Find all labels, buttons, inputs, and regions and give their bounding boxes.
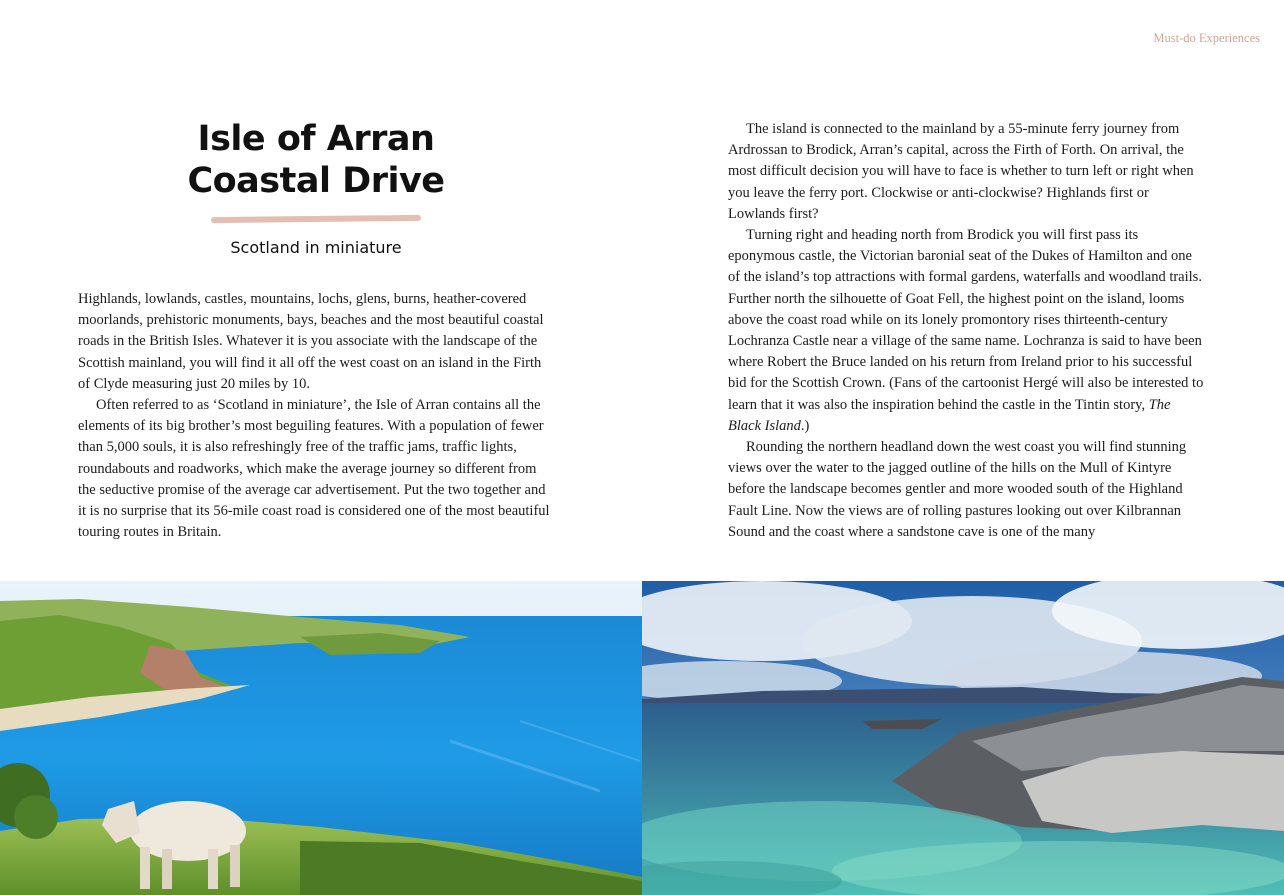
title-line-1: Isle of Arran [197, 119, 435, 159]
coastal-bay-illustration [0, 581, 642, 895]
rocky-shore-photo [642, 581, 1284, 895]
left-paragraph-2: Often referred to as ‘Scotland in miniature’, the Isle of Arran contains all the elements of its big brother’s most beguiling features. With a population of fewer than 5,000 souls, it is also refreshingly free of the traffic jams, traffic lights, roundabouts and roadworks, which make the average journey so different from the seductive promise of the average car advertisement. Put the two together and it is no surprise that its 56-mile coast road is considered one of the most beautiful touring routes in Britain. [78, 397, 550, 541]
left-text-column [78, 289, 554, 543]
subtitle: Scotland in miniature [230, 238, 402, 257]
right-paragraph-2-end: .) [800, 417, 810, 434]
right-paragraph-1: The island is connected to the mainland by a 55-minute ferry journey from Ardrossan to Brodick, Arran’s capital, across the Firth of Forth. On arrival, the most difficult decision you will have to face is whether to turn left or right when you leave the ferry port. Clockwise or anti-clockwise? Highlands first or Lowlands first? [728, 121, 1194, 222]
left-paragraph-1: Highlands, lowlands, castles, mountains, lochs, glens, burns, heather-covered moorlands, prehistoric monuments, bays, beaches and the most beautiful coastal roads in the British Isles. Whatever it is you associate with the landscape of the Scottish mainland, you will find it all off the west coast on an island in the Firth of Clyde measuring just 20 miles by 10. [78, 291, 544, 392]
right-paragraph-2-text: Turning right and heading north from Brodick you will first pass its eponymous castle, the Victorian baronial seat of the Dukes of Hamilton and one of the island’s top attractions with formal gardens, waterfalls and woodland trails. Further north the silhouette of Goat Fell, the highest point on the island, looms above the coast road while on its lonely promontory rises thirteenth-century Lochranza Castle near a village of the same name. Lochranza is said to have been where Robert the Bruce landed on his return from Ireland prior to his successful bid for the Scottish Crown. (Fans of the cartoonist Hergé will also be interested to learn that it was also the inspiration behind the castle in the Tintin story, [728, 227, 1204, 413]
coastal-bay-photo [0, 581, 642, 895]
right-text-column [728, 119, 1204, 543]
running-head: Must-do Experiences [1153, 31, 1260, 45]
right-paragraph-3: Rounding the northern headland down the west coast you will find stunning views over the water to the jagged outline of the hills on the Mull of Kintyre before the landscape becomes gentler and more wooded south of the Highland Fault Line. Now the views are of rolling pastures looking out over Kilbrannan Sound and the coast where a sandstone cave is one of the many [728, 439, 1187, 540]
page-title [78, 118, 554, 202]
right-paragraph-2 [728, 225, 1204, 437]
book-title: The Black Island [728, 396, 1171, 434]
title-underline [211, 215, 421, 223]
title-block [78, 118, 554, 257]
title-line-2: Coastal Drive [187, 161, 445, 201]
rocky-shore-illustration [642, 581, 1284, 895]
